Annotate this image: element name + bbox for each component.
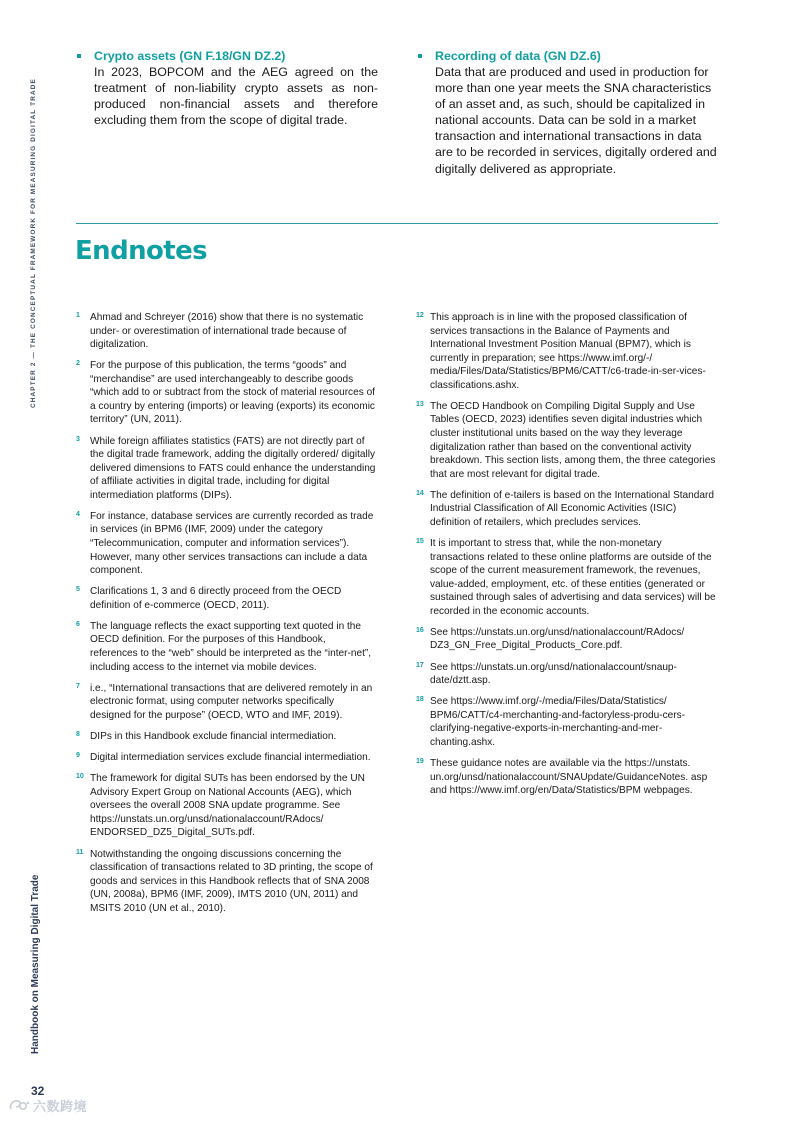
endnote	[76, 435, 376, 503]
endnote-text: These guidance notes are available via the https://unstats. un.org/unsd/nationalaccount/SNAUpdate/GuidanceNotes. asp and https://www.imf.org/en/Data/Statistics/BPM webpages.	[430, 758, 708, 797]
endnote-number: 6	[76, 620, 80, 628]
endnote	[76, 510, 376, 578]
endnote-number: 3	[76, 435, 80, 443]
endnote-text: DIPs in this Handbook exclude financial intermediation.	[90, 730, 337, 742]
endnote-text: This approach is in line with the proposed classification of services transactions in the Balance of Payments and International Investment Position Manual (BPM7), which is currently in preparation; see https://www.imf.org/-/ media/Files/Data/Statistics/BPM6/CATT/c6-trade-in-ser-vices-classifications.ashx.	[430, 312, 706, 391]
endnote-text: For instance, database services are currently recorded as trade in services (in BPM6 (IMF, 2009) under the category “Telecommunication, computer and information services”). However, many other services transactions can include a data component.	[90, 510, 374, 577]
endnote	[416, 626, 716, 653]
section-divider	[76, 223, 718, 224]
endnote-text: The language reflects the exact supporting text quoted in the OECD definition. For the purposes of this Handbook, references to the “web” should be interpreted as the “inter-net”, including access to the internet via mobile devices.	[90, 620, 372, 673]
endnote-text: The framework for digital SUTs has been endorsed by the UN Advisory Expert Group on National Accounts (AEG), which oversees the overall 2008 SNA update programme. See https://unstats.un.org/unsd/nationalaccount/RAdocs/ ENDORSED_DZ5_Digital_SUTs.pdf.	[90, 773, 365, 839]
endnote-text: Ahmad and Schreyer (2016) show that there is no systematic under- or overestimation of international trade because of digitalization.	[90, 312, 364, 351]
page-number: 32	[31, 1084, 45, 1098]
endnote-text: For the purpose of this publication, the terms “goods” and “merchandise” are used interchangeably to describe goods “which add to or subtract from the stock of material resources of a country by entering (imports) or leaving (exports) its economic territory” (UN, 2011).	[90, 360, 375, 426]
box-body: In 2023, BOPCOM and the AEG agreed on the treatment of non-liability crypto assets as non-produced non-financial assets and therefore excluding them from the scope of digital trade.	[94, 65, 378, 128]
endnotes-heading: Endnotes	[75, 236, 207, 266]
endnote	[76, 848, 376, 916]
endnote-number: 10	[76, 773, 84, 781]
endnote	[76, 772, 376, 840]
endnote	[416, 661, 716, 688]
endnote-text: See https://www.imf.org/-/media/Files/Data/Statistics/ BPM6/CATT/c4-merchanting-and-factoryless-produ-cers-clarifying-negative-exports-in-merchanting-and-mer-chanting.ashx.	[430, 696, 686, 748]
endnote-text: i.e., “International transactions that are delivered remotely in an electronic format, using computer networks specifically designed for the purpose” (OECD, WTO and IMF, 2019).	[90, 682, 373, 721]
endnote-text: See https://unstats.un.org/unsd/nationalaccount/snaup-date/dztt.asp.	[430, 661, 677, 687]
box-title	[417, 48, 718, 64]
box-title-text: Recording of data (GN DZ.6)	[435, 49, 601, 63]
endnote-number: 13	[416, 400, 424, 408]
box-body: Data that are produced and used in production for more than one year meets the SNA characteristics of an asset and, as such, should be capitalized in national accounts. Data can be sold in a market transaction and international transactions in data are to be recorded in services, digitally ordered and digitally delivered as appropriate.	[435, 65, 717, 176]
box-title	[76, 48, 378, 64]
endnote-text: The OECD Handbook on Compiling Digital Supply and Use Tables (OECD, 2023) identifies seven digital industries which cluster institutional units based on the way they leverage digitalization rather than based on the conventional activity breakdown. This section lists, among them, the three categories that are most relevant for digital trade.	[430, 400, 716, 480]
endnote-number: 9	[76, 752, 80, 760]
endnote-text: It is important to stress that, while the non-monetary transactions related to these online platforms are outside of the scope of the current measurement framework, the revenues, value-added, employment, etc. of these entities (generated or sustained through sales of advertising and data services) will be recorded in the economic accounts.	[430, 537, 716, 617]
endnote	[76, 751, 376, 765]
endnote-text: Clarifications 1, 3 and 6 directly proceed from the OECD definition of e-commerce (OECD, 2011).	[90, 586, 342, 611]
endnote-number: 15	[416, 537, 424, 545]
square-bullet-icon	[418, 54, 422, 58]
endnote-number: 4	[76, 510, 80, 518]
endnote	[76, 682, 376, 723]
endnote-text: The definition of e-tailers is based on the International Standard Industrial Classification of All Economic Activities (ISIC) definition of retailers, which precludes services.	[430, 489, 714, 528]
watermark-logo-icon	[8, 1098, 30, 1114]
endnote-number: 11	[76, 848, 84, 856]
endnote-number: 16	[416, 626, 424, 634]
endnote	[416, 489, 716, 530]
endnote	[416, 757, 716, 798]
endnote	[76, 620, 376, 674]
endnote-number: 12	[416, 312, 424, 319]
endnote-number: 7	[76, 682, 80, 690]
endnote-number: 1	[76, 312, 80, 319]
endnote-text: See https://unstats.un.org/unsd/nationalaccount/RAdocs/ DZ3_GN_Free_Digital_Products_Core.pdf.	[430, 626, 685, 652]
endnote-number: 5	[76, 586, 80, 594]
square-bullet-icon	[77, 54, 81, 58]
endnote-text: Digital intermediation services exclude financial intermediation.	[90, 752, 371, 764]
endnote	[76, 359, 376, 427]
endnotes-right-column	[416, 311, 716, 805]
endnote-number: 2	[76, 360, 80, 368]
endnote	[76, 730, 376, 744]
endnote	[416, 311, 716, 392]
endnote-number: 19	[416, 758, 424, 766]
endnote	[76, 311, 376, 352]
crypto-assets-box	[76, 48, 378, 128]
endnote-number: 8	[76, 730, 80, 738]
endnotes-left-column	[76, 311, 376, 923]
watermark-text: 六数跨境	[33, 1099, 88, 1114]
endnote-number: 18	[416, 696, 424, 704]
endnote	[416, 695, 716, 749]
endnote-text: Notwithstanding the ongoing discussions concerning the classification of transactions related to 3D printing, the scope of goods and services in this Handbook reflects that of SNA 2008 (UN, 2008a), BPM6 (IMF, 2009), IMTS 2010 (UN, 2011) and MSITS 2010 (UN et al., 2010).	[90, 848, 373, 914]
endnote-number: 14	[416, 489, 424, 497]
endnote-number: 17	[416, 661, 424, 669]
endnote	[416, 537, 716, 618]
watermark	[8, 1096, 87, 1115]
recording-of-data-box	[417, 48, 718, 177]
endnote-text: While foreign affiliates statistics (FATS) are not directly part of the digital trade framework, adding the digitally ordered/ digitally delivered dimensions to FATS could enhance the understanding of affiliate activities in digital trade, including for digital intermediation platforms (DIPs).	[90, 435, 376, 501]
endnote	[416, 400, 716, 481]
chapter-running-header: CHAPTER 2 — THE CONCEPTUAL FRAMEWORK FOR MEASURING DIGITAL TRADE	[30, 78, 37, 408]
endnote	[76, 585, 376, 612]
book-title-running-footer: Handbook on Measuring Digital Trade	[30, 874, 41, 1054]
box-title-text: Crypto assets (GN F.18/GN DZ.2)	[94, 49, 286, 63]
